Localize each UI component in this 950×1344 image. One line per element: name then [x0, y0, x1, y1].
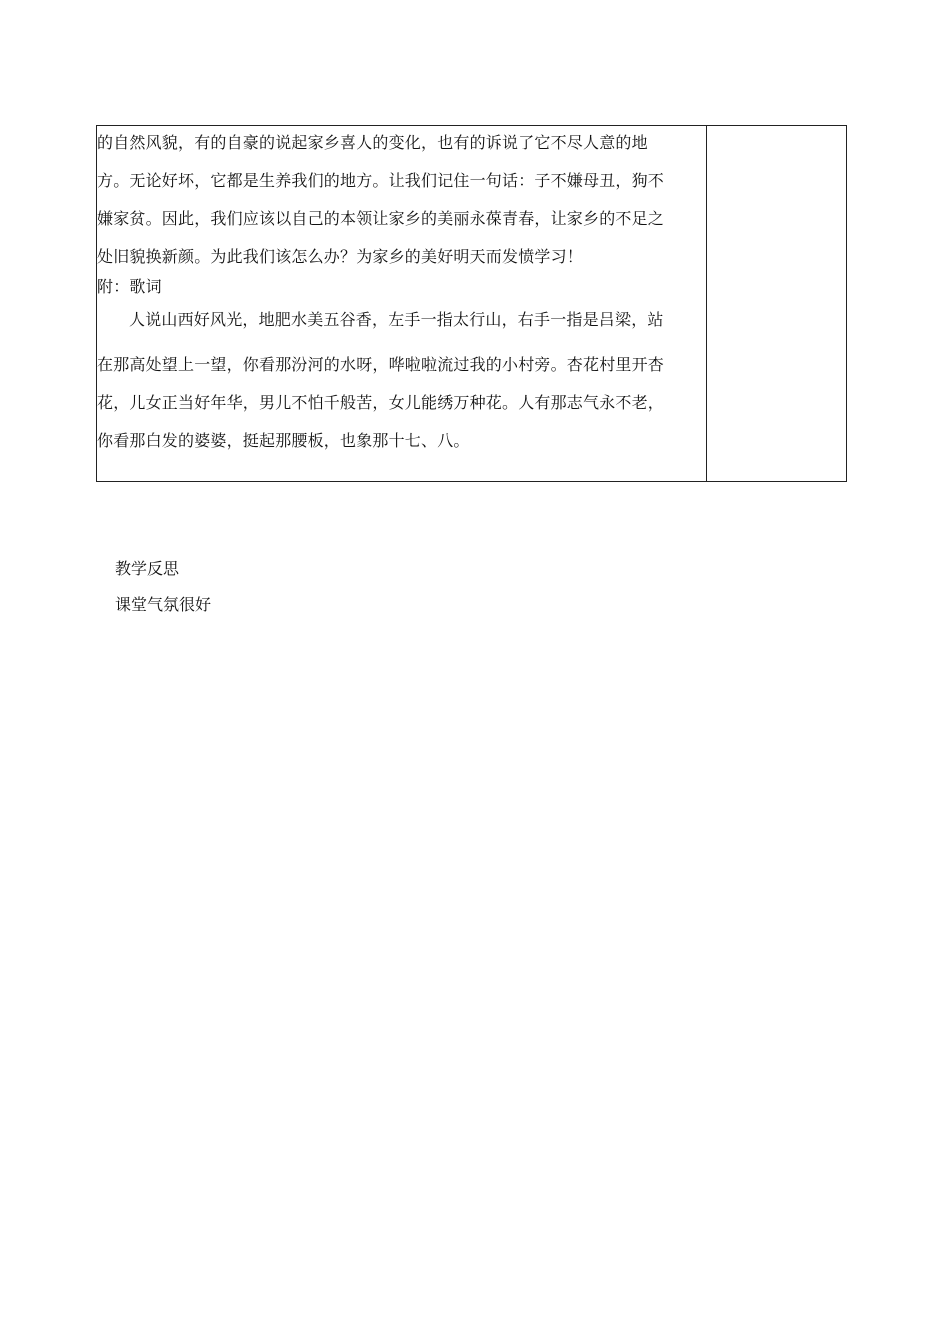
paragraph-line: 嫌家贫。因此，我们应该以自己的本领让家乡的美丽永葆青春，让家乡的不足之 [97, 209, 665, 228]
reflection-text: 课堂气氛很好 [115, 595, 212, 614]
paragraph-line: 的自然风貌，有的自豪的说起家乡喜人的变化，也有的诉说了它不尽人意的地 [97, 133, 648, 152]
side-notes-cell [707, 126, 847, 482]
lyrics-line: 在那高处望上一望，你看那汾河的水呀，哗啦啦流过我的小村旁。杏花村里开杏 [97, 355, 665, 374]
lesson-table [96, 125, 847, 482]
lyrics-line: 人说山西好风光，地肥水美五谷香，左手一指太行山，右手一指是吕梁，站 [129, 310, 664, 329]
paragraph-line: 处旧貌换新颜。为此我们该怎么办？为家乡的美好明天而发愤学习！ [97, 247, 584, 266]
reflection-heading: 教学反思 [115, 559, 180, 578]
teaching-reflection [115, 551, 211, 623]
lyrics-line: 花，儿女正当好年华，男儿不怕千般苦，女儿能绣万种花。人有那志气永不老， [97, 393, 665, 412]
lyrics-line: 你看那白发的婆婆，挺起那腰板，也象那十七、八。 [97, 431, 470, 450]
lesson-content-cell [97, 126, 707, 482]
appendix-label: 附：歌词 [97, 277, 162, 296]
paragraph-line: 方。无论好坏，它都是生养我们的地方。让我们记住一句话：子不嫌母丑，狗不 [97, 171, 665, 190]
